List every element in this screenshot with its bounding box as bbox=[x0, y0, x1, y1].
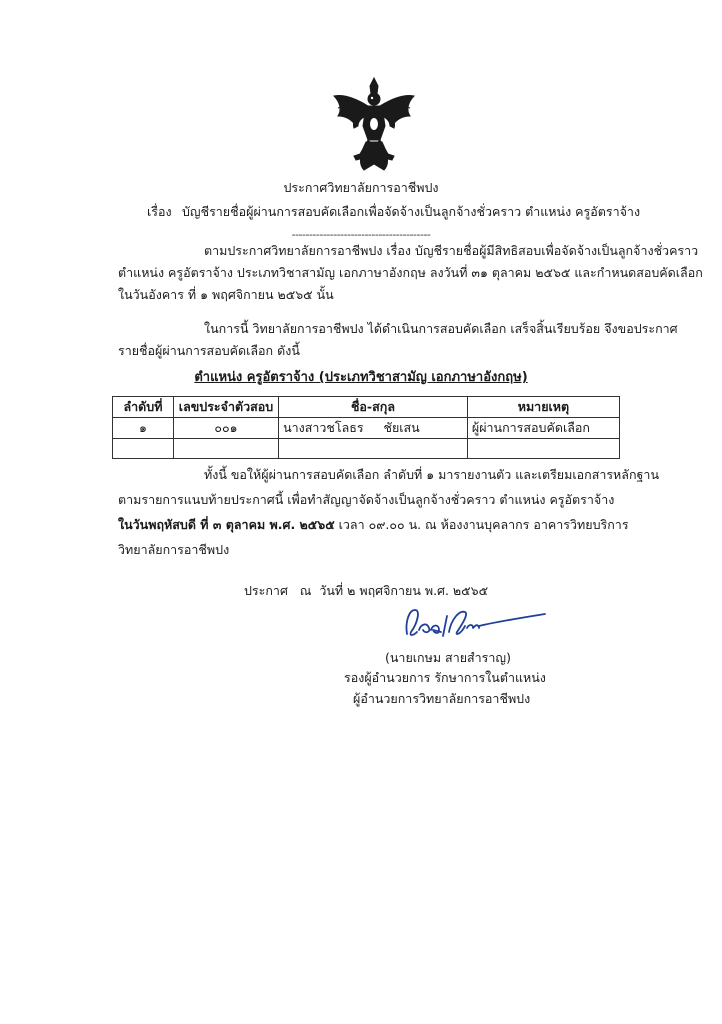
paragraph-line: ตามประกาศวิทยาลัยการอาชีพปง เรื่อง บัญชีรายชื่อผู้มีสิทธิสอบเพื่อจัดจ้างเป็นลูกจ้างชั่วคราว bbox=[204, 243, 699, 258]
paragraph-line: วิทยาลัยการอาชีพปง bbox=[118, 542, 230, 557]
table-header-row bbox=[113, 397, 620, 418]
cell-remark: ผู้ผ่านการสอบคัดเลือก bbox=[467, 418, 619, 439]
signatory-position-2: ผู้อำนวยการวิทยาลัยการอาชีพปง bbox=[353, 691, 531, 706]
paragraph-line: ในวันอังคาร ที่ ๑ พฤศจิกายน ๒๕๖๕ นั้น bbox=[118, 287, 334, 302]
garuda-emblem-icon bbox=[330, 76, 418, 172]
subject-text: บัญชีรายชื่อผู้ผ่านการสอบคัดเลือกเพื่อจัดจ้างเป็นลูกจ้างชั่วคราว ตำแหน่ง ครูอัตราจ้าง bbox=[182, 204, 641, 219]
table-row bbox=[113, 418, 620, 439]
announce-date: ประกาศ ณ วันที่ ๒ พฤศจิกายน พ.ศ. ๒๕๖๕ bbox=[244, 583, 489, 598]
column-header-remark: หมายเหตุ bbox=[467, 397, 619, 418]
table-row-empty bbox=[113, 439, 620, 459]
paragraph-line: ตามรายการแนบท้ายประกาศนี้ เพื่อทำสัญญาจัดจ้างเป็นลูกจ้างชั่วคราว ตำแหน่ง ครูอัตราจ้าง bbox=[118, 492, 615, 507]
paragraph-line: รายชื่อผู้ผ่านการสอบคัดเลือก ดังนี้ bbox=[118, 343, 300, 358]
cell-name: นางสาวชโลธร ชัยเสน bbox=[279, 418, 468, 439]
cell-order: ๑ bbox=[113, 418, 174, 439]
column-header-exam-id: เลขประจำตัวสอบ bbox=[173, 397, 278, 418]
paragraph-reference bbox=[118, 240, 703, 306]
results-table bbox=[112, 396, 620, 459]
divider-line: ---------------------------------------- bbox=[291, 228, 431, 241]
paragraph-instructions bbox=[118, 462, 659, 562]
paragraph-announcement bbox=[118, 318, 678, 362]
cell-exam-id: ๐๐๑ bbox=[173, 418, 278, 439]
signatory-name: (นายเกษม สายสำราญ) bbox=[385, 650, 511, 665]
document-title: ประกาศวิทยาลัยการอาชีพปง bbox=[283, 180, 439, 195]
paragraph-line: ตำแหน่ง ครูอัตราจ้าง ประเภทวิชาสามัญ เอกภาษาอังกฤษ ลงวันที่ ๓๑ ตุลาคม ๒๕๖๕ และกำหนดสอบคัดเลือก bbox=[118, 265, 703, 280]
section-title: ตำแหน่ง ครูอัตราจ้าง (ประเภทวิชาสามัญ เอกภาษาอังกฤษ) bbox=[194, 370, 528, 385]
paragraph-line: ในวันพฤหัสบดี ที่ ๓ ตุลาคม พ.ศ. ๒๕๖๕ เวลา ๐๙.๐๐ น. ณ ห้องงานบุคลากร อาคารวิทยบริการ bbox=[118, 517, 629, 532]
paragraph-line: ในการนี้ วิทยาลัยการอาชีพปง ได้ดำเนินการสอบคัดเลือก เสร็จสิ้นเรียบร้อย จึงขอประกาศ bbox=[204, 321, 678, 336]
subject-label: เรื่อง bbox=[147, 204, 172, 219]
signatory-position: รองผู้อำนวยการ รักษาการในตำแหน่ง bbox=[344, 670, 546, 685]
signature-icon bbox=[395, 596, 555, 646]
column-header-name: ชื่อ-สกุล bbox=[279, 397, 468, 418]
appointment-date: ในวันพฤหัสบดี ที่ ๓ ตุลาคม พ.ศ. ๒๕๖๕ bbox=[118, 517, 335, 532]
column-header-order: ลำดับที่ bbox=[113, 397, 174, 418]
paragraph-line: ทั้งนี้ ขอให้ผู้ผ่านการสอบคัดเลือก ลำดับที่ ๑ มารายงานตัว และเตรียมเอกสารหลักฐาน bbox=[204, 467, 659, 482]
